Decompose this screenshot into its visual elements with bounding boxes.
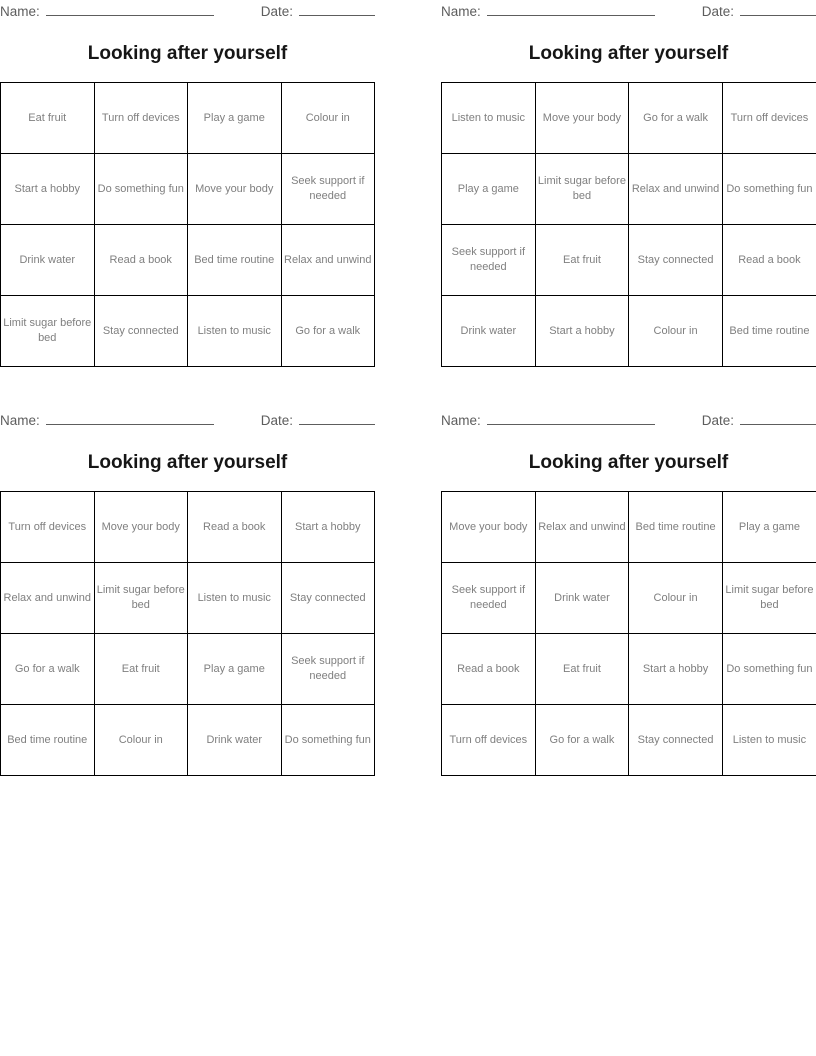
bingo-cell: Colour in	[94, 705, 188, 776]
bingo-cell: Colour in	[281, 83, 375, 154]
bingo-cell: Do something fun	[281, 705, 375, 776]
date-field	[261, 411, 375, 428]
bingo-cell: Start a hobby	[535, 296, 629, 367]
bingo-cell: Bed time routine	[629, 492, 723, 563]
bingo-cell: Read a book	[188, 492, 282, 563]
bingo-grid	[0, 491, 375, 776]
bingo-cell: Do something fun	[94, 154, 188, 225]
bingo-cell: Listen to music	[188, 563, 282, 634]
bingo-cell: Move your body	[535, 83, 629, 154]
date-line	[740, 411, 816, 425]
bingo-cell: Seek support if needed	[281, 634, 375, 705]
bingo-cell: Seek support if needed	[281, 154, 375, 225]
bingo-cell: Start a hobby	[1, 154, 95, 225]
meta-row	[0, 411, 375, 429]
card-title: Looking after yourself	[528, 43, 729, 64]
bingo-card-bottom-left	[0, 411, 375, 781]
bingo-cell: Seek support if needed	[442, 225, 536, 296]
bingo-cell: Stay connected	[629, 225, 723, 296]
bingo-cell: Limit sugar before bed	[94, 563, 188, 634]
bingo-cell: Seek support if needed	[442, 563, 536, 634]
bingo-cell: Stay connected	[629, 705, 723, 776]
bingo-card-top-right	[441, 2, 816, 372]
bingo-cell: Stay connected	[94, 296, 188, 367]
bingo-cell: Relax and unwind	[281, 225, 375, 296]
bingo-cell: Read a book	[722, 225, 816, 296]
bingo-cell: Eat fruit	[535, 225, 629, 296]
date-label: Date:	[260, 413, 293, 428]
bingo-grid	[441, 82, 816, 367]
bingo-cell: Play a game	[188, 634, 282, 705]
grid-row	[442, 154, 816, 225]
card-title: Looking after yourself	[528, 452, 729, 473]
bingo-cell: Relax and unwind	[629, 154, 723, 225]
name-field	[0, 411, 214, 428]
bingo-cell: Do something fun	[722, 154, 816, 225]
name-line	[46, 2, 214, 16]
bingo-cell: Eat fruit	[1, 83, 95, 154]
bingo-cell: Eat fruit	[94, 634, 188, 705]
name-label: Name:	[0, 413, 40, 428]
grid-row	[442, 705, 816, 776]
bingo-cell: Start a hobby	[281, 492, 375, 563]
grid-row	[1, 296, 375, 367]
bingo-cell: Bed time routine	[188, 225, 282, 296]
bingo-cell: Colour in	[629, 563, 723, 634]
name-label: Name:	[0, 4, 40, 19]
bingo-cell: Read a book	[442, 634, 536, 705]
bingo-cell: Bed time routine	[1, 705, 95, 776]
bingo-cell: Turn off devices	[442, 705, 536, 776]
date-line	[299, 2, 375, 16]
bingo-cell: Turn off devices	[722, 83, 816, 154]
grid-row	[1, 563, 375, 634]
bingo-cell: Drink water	[535, 563, 629, 634]
grid-row	[1, 705, 375, 776]
bingo-cell: Go for a walk	[629, 83, 723, 154]
bingo-cell: Start a hobby	[629, 634, 723, 705]
bingo-cell: Relax and unwind	[1, 563, 95, 634]
bingo-cell: Turn off devices	[94, 83, 188, 154]
bingo-card-bottom-right	[441, 411, 816, 781]
meta-row	[441, 2, 816, 20]
bingo-cell: Move your body	[442, 492, 536, 563]
bingo-cell: Colour in	[629, 296, 723, 367]
date-field	[702, 411, 816, 428]
grid-row	[442, 563, 816, 634]
grid-row	[442, 492, 816, 563]
bingo-cell: Play a game	[188, 83, 282, 154]
bingo-cell: Listen to music	[188, 296, 282, 367]
grid-row	[442, 634, 816, 705]
bingo-cell: Listen to music	[722, 705, 816, 776]
bingo-cell: Turn off devices	[1, 492, 95, 563]
date-field	[702, 2, 816, 19]
meta-row	[0, 2, 375, 20]
name-field	[441, 2, 655, 19]
name-label: Name:	[441, 413, 481, 428]
bingo-cell: Read a book	[94, 225, 188, 296]
card-title: Looking after yourself	[87, 452, 288, 473]
bingo-cell: Limit sugar before bed	[535, 154, 629, 225]
name-label: Name:	[441, 4, 481, 19]
bingo-cell: Move your body	[188, 154, 282, 225]
bingo-cell: Go for a walk	[535, 705, 629, 776]
grid-row	[1, 492, 375, 563]
bingo-grid	[0, 82, 375, 367]
grid-row	[442, 83, 816, 154]
grid-row	[1, 634, 375, 705]
name-line	[46, 411, 214, 425]
bingo-cell: Listen to music	[442, 83, 536, 154]
bingo-grid	[441, 491, 816, 776]
grid-row	[442, 225, 816, 296]
grid-row	[1, 225, 375, 296]
bingo-cell: Limit sugar before bed	[1, 296, 95, 367]
bingo-cell: Go for a walk	[281, 296, 375, 367]
bingo-cell: Bed time routine	[722, 296, 816, 367]
bingo-cell: Move your body	[94, 492, 188, 563]
grid-row	[442, 296, 816, 367]
name-field	[0, 2, 214, 19]
name-field	[441, 411, 655, 428]
date-line	[740, 2, 816, 16]
bingo-cell: Drink water	[1, 225, 95, 296]
bingo-cell: Relax and unwind	[535, 492, 629, 563]
grid-row	[1, 154, 375, 225]
grid-row	[1, 83, 375, 154]
bingo-cell: Play a game	[722, 492, 816, 563]
name-line	[487, 2, 655, 16]
card-title: Looking after yourself	[87, 43, 288, 64]
meta-row	[441, 411, 816, 429]
date-label: Date:	[701, 413, 734, 428]
bingo-card-top-left	[0, 2, 375, 372]
bingo-cell: Stay connected	[281, 563, 375, 634]
bingo-cell: Go for a walk	[1, 634, 95, 705]
date-field	[261, 2, 375, 19]
bingo-cell: Eat fruit	[535, 634, 629, 705]
name-line	[487, 411, 655, 425]
date-label: Date:	[260, 4, 293, 19]
bingo-cell: Drink water	[442, 296, 536, 367]
date-line	[299, 411, 375, 425]
bingo-cell: Do something fun	[722, 634, 816, 705]
bingo-cell: Drink water	[188, 705, 282, 776]
date-label: Date:	[701, 4, 734, 19]
bingo-cell: Limit sugar before bed	[722, 563, 816, 634]
bingo-cell: Play a game	[442, 154, 536, 225]
